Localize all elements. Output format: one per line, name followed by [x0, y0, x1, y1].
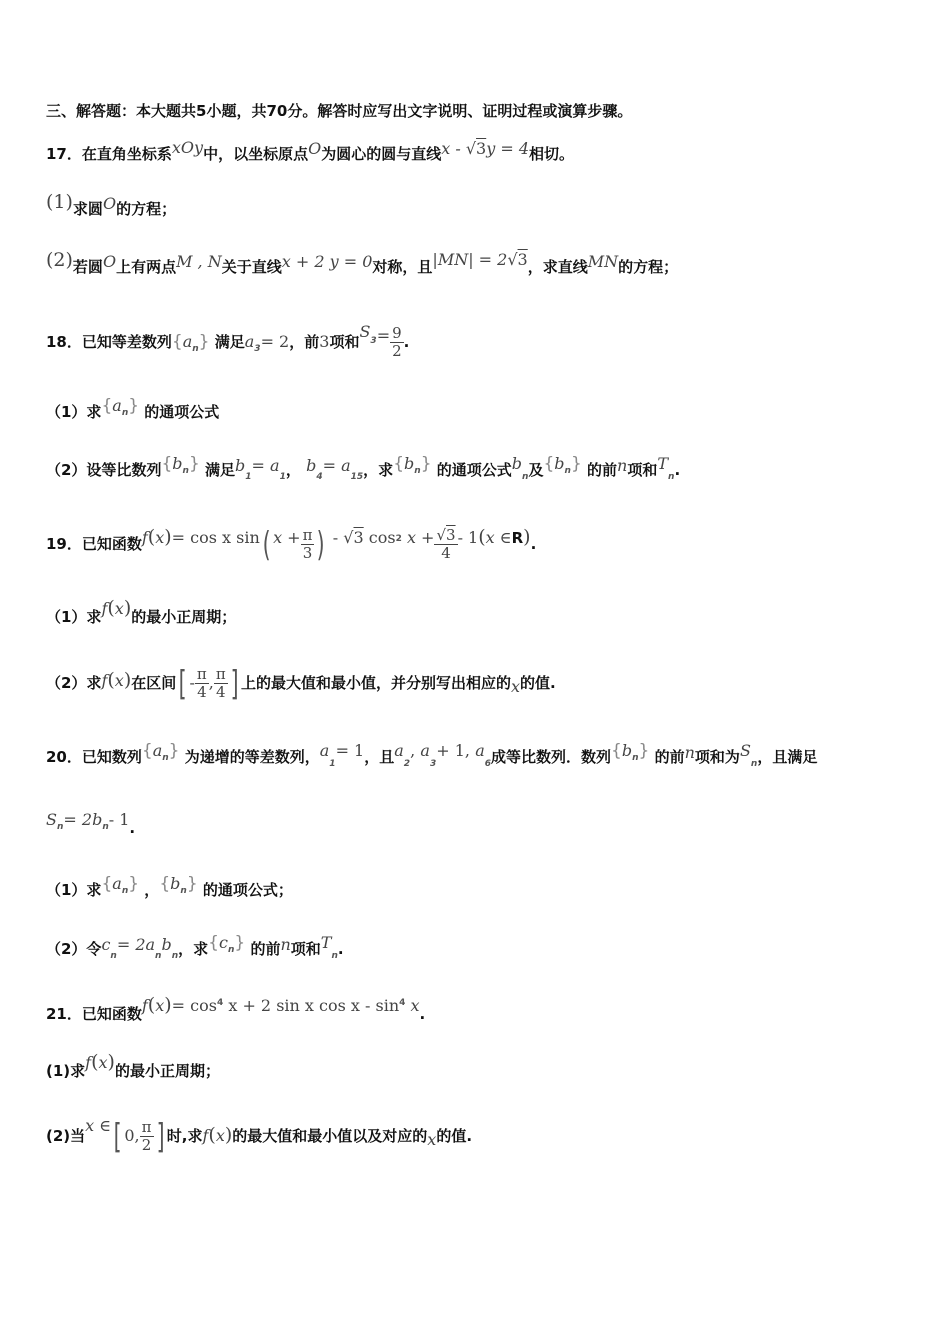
q19-part2: （2）求f(x)在区间[ - $\frac{\pi}{4}$ , $\frac{\pi}{4}$ ] 上的最大值和最小值，并分别写出相应的x的值. [46, 663, 556, 704]
q17-part2: (2)若圆O上有两点M , N关于直线x + 2 y = 0对称，且|MN| = 2√3，求直线MN的方程； [46, 249, 679, 276]
q20-part2: （2）令$c_n= 2a_nb_n$，求$\{c^n\}$ 的前n项和$T_n$. [46, 933, 344, 961]
q18-part1: （1）求$\{a^n\}$ 的通项公式 [46, 396, 220, 421]
section-header: 三、解答题：本大题共5小题，共70分。解答时应写出文字说明、证明过程或演算步骤。 [46, 102, 633, 120]
q19-part1: （1）求f(x)的最小正周期； [46, 597, 237, 626]
frac-pi-2: $\frac{\pi}{2}$ [141, 1118, 152, 1154]
q19-stem: 19．已知函数f(x)= cos x sin( x + $\frac{\pi}{3}$ ) - √3 $\cos^2 x$ + $\frac{√3}{4}$ - 1(x ∈R). [46, 524, 537, 565]
q18-part2: （2）设等比数列$\{b^n\}$ 满足$b_1= a_1$， $b_4= a_{15}$，求$\{b^n\}$ 的通项公式$b_n$及$\{b^n\}$ 的前n项和$T_n$. [46, 454, 681, 482]
q20-stem-cont: $S_n= 2b_n-$ 1. [46, 810, 136, 837]
q21-part2: (2)当x ∈[ 0, $\frac{\pi}{2}$ ] 时,求f(x)的最大值和最小值以及对应的x的值. [46, 1116, 473, 1157]
q18-stem: 18．已知等差数列$\{a_n\}$ 满足$a_3= 2$，前3项和$S^3=$ $\frac{9}{2}$ . [46, 322, 410, 360]
frac-root3-4: $\frac{√3}{4}$ [436, 526, 456, 562]
q17-part1: (1)求圆O的方程； [46, 191, 177, 218]
q20-stem: 20．已知数列$\{a^n\}$ 为递增的等差数列，$a_1= 1$，且$a_2$, $a_3+ 1$, $a_6$成等比数列．数列$\{b^n\}$ 的前n项和为$S_n$，且满足 [46, 741, 818, 769]
frac-9-2: $\frac{9}{2}$ [392, 324, 402, 360]
frac-pi-4: $\frac{\pi}{4}$ [215, 665, 226, 701]
frac-pi-3: $\frac{\pi}{3}$ [302, 526, 313, 562]
q17-stem: 17．在直角坐标系xOy中，以坐标原点O为圆心的圆与直线x - √3y = 4相切。 [46, 138, 575, 163]
q21-stem: 21．已知函数$f(x)= \cos^4 x + 2$ sin x cos x - $\sin^4 x$. [46, 994, 426, 1023]
q21-part1: (1)求f(x)的最小正周期； [46, 1051, 220, 1080]
q20-part1: （1）求$\{a^n\}$ ，$\{b^n\}$ 的通项公式； [46, 874, 293, 899]
frac-neg-pi-4: $\frac{\pi}{4}$ [196, 665, 207, 701]
